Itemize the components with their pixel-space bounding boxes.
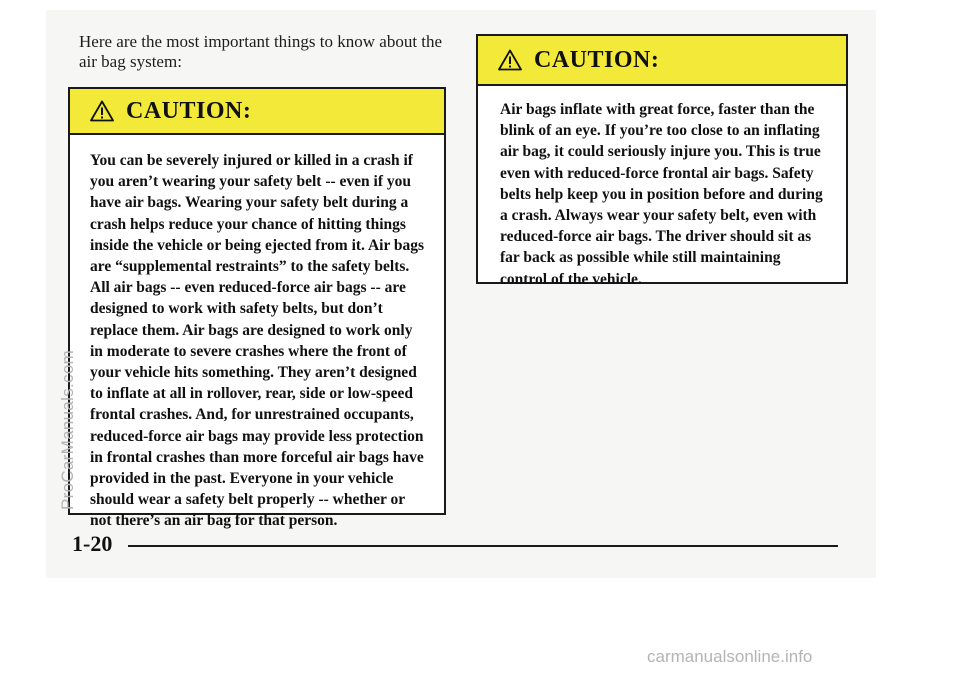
intro-text: Here are the most important things to know about the air bag system: [79,32,443,71]
site-footer-link[interactable]: carmanualsonline.info [647,647,813,666]
page-number: 1-20 [72,531,113,556]
watermark-text[interactable]: ProCarManuals.com [58,349,77,510]
warning-triangle-icon [90,100,114,122]
warning-triangle-icon [498,49,522,71]
caution-box-right [476,34,848,288]
footer-rule [128,545,838,547]
caution-title-right: CAUTION: [534,46,660,73]
caution-header-left [70,89,444,135]
caution-box-left [68,87,446,530]
caution-body-right: Air bags inflate with great force, faster than the blink of an eye. If you’re too close to an inflating air bag, it could seriously injure you. This is true even with reduced-force frontal air bags. Safety belts help keep you in position before and during a crash. Always wear your safety belt, even with reduced-force air bags. The driver should sit as far back as possible while still maintaining control of the vehicle. [500,101,823,288]
caution-body-left: You can be severely injured or killed in a crash if you aren’t wearing your safety belt -- even if you have air bags. Wearing your safety belt during a crash helps reduce your chance of hitting things inside the vehicle or being ejected from it. Air bags are “supplemental restraints” to the safety belts. All air bags -- even reduced-force air bags -- are designed to work with safety belts, but don’t replace them. Air bags are designed to work only in moderate to severe crashes where the front of your vehicle hits something. They aren’t designed to inflate at all in rollover, rear, side or low-speed frontal crashes. And, for unrestrained occupants, reduced-force air bags may provide less protection in frontal crashes than more forceful air bags have provided in the past. Everyone in your vehicle should wear a safety belt properly -- whether or not there’s an air bag for that person. [90,152,425,530]
caution-title-left: CAUTION: [126,97,252,124]
caution-header-right [478,36,846,86]
